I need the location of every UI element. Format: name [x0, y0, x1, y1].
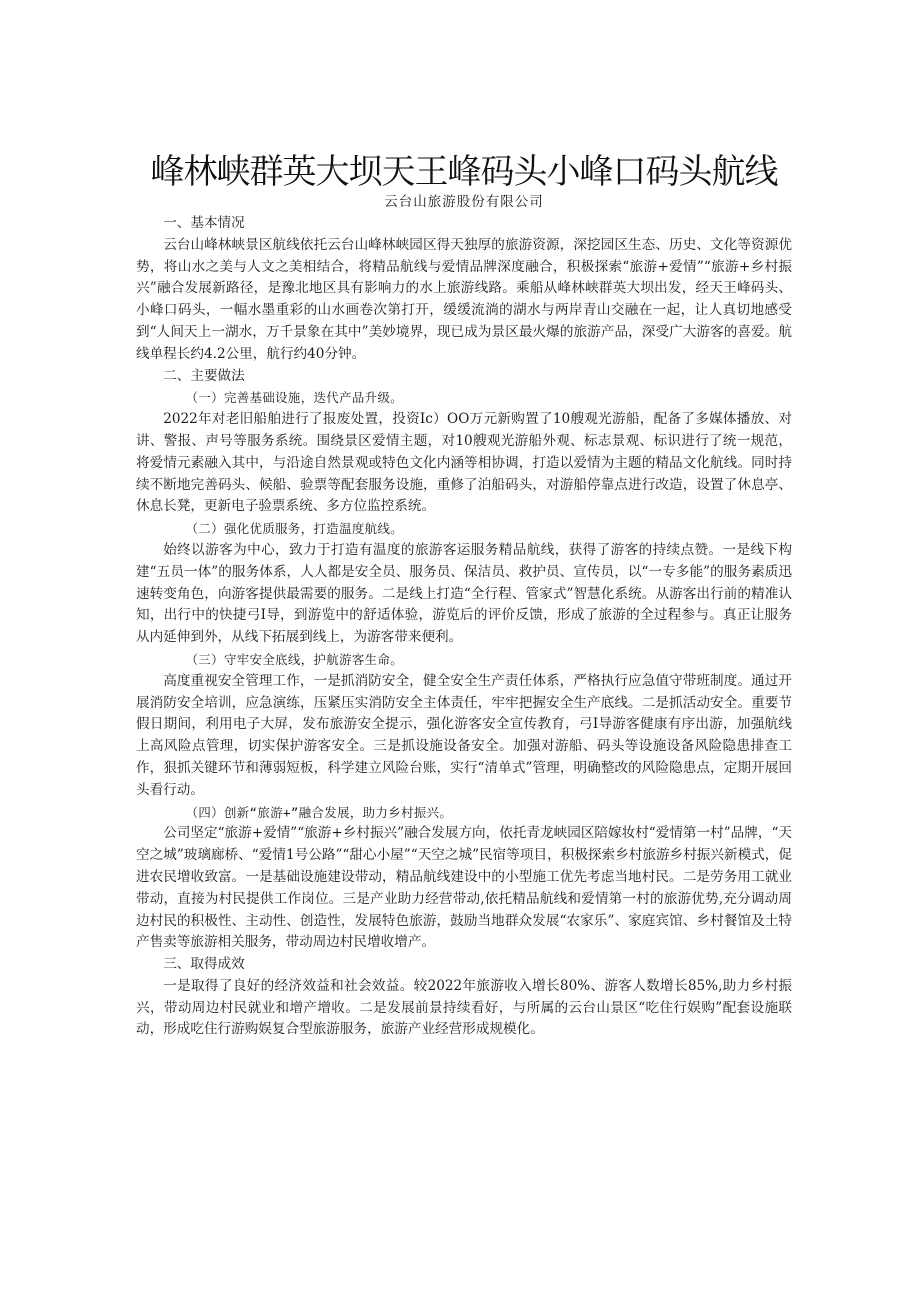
company-name: 云台山旅游股份有限公司	[384, 194, 544, 210]
paragraph-safety: 高度重视安全管理工作，一是抓消防安全，健全安全生产责任体系，严格执行应急值守带班制度。通过开展消防安全培训，应急演练，压紧压实消防安全主体责任，牢牢把握安全生产底线。二是抓活动安全。重要节假日期间，利用电子大屏，发布旅游安全提示，强化游客安全宣传教育，弓I导游客健康有序出游，加强航线上高风险点管理，切实保护游客安全。三是抓设施设备安全。加强对游船、码头等设施设备风险隐患排查工作，狠抓关键环节和薄弱短板，科学建立风险台账，实行“清单式”管理，明确整改的风险隐患点，定期开展回头看行动。	[136, 672, 792, 798]
section-heading-results: 三、取得成效	[163, 956, 245, 973]
paragraph-basic: 云台山峰林峡景区航线依托云台山峰林峡园区得天独厚的旅游资源，深挖园区生态、历史、文化等资源优势，将山水之美与人文之美相结合，将精品航线与爱情品牌深度融合，积极探索“旅游+爱情”“旅游+乡村振兴”融合发展新路径，是豫北地区具有影响力的水上旅游线路。乘船从峰林峡群英大坝出发，经天王峰码头、小峰口码头，一幅水墨重彩的山水画卷次第打开，缓缓流淌的湖水与两岸青山交融在一起，让人真切地感受到“人间天上一湖水，万千景象在其中”美妙境界，现已成为景区最火爆的旅游产品，深受广大游客的喜爱。航线单程长约4.2公里，航行约40分钟。	[136, 236, 792, 362]
paragraph-service: 始终以游客为中心，致力于打造有温度的旅游客运服务精品航线，获得了游客的持续点赞。一是线下构建“五员一体”的服务体系，人人都是安全员、服务员、保洁员、救护员、宣传员，以“一专多能”的服务素质迅速转变角色，向游客提供最需要的服务。二是线上打造“全行程、管家式”智慧化系统。从游客出行前的精准认知，出行中的快捷弓I导，到游览中的舒适体验，游览后的评价反馈，形成了旅游的全过程参与。真正让服务从内延伸到外，从线下拓展到线上，为游客带来便利。	[136, 541, 792, 646]
subheading-service: （二）强化优质服务，打造温度航线。	[185, 521, 404, 537]
section-heading-practices: 二、主要做法	[163, 367, 245, 384]
document-title: 峰林峡群英大坝天王峰码头小峰口码头航线	[150, 152, 778, 192]
paragraph-infrastructure: 2022年对老旧船舶进行了报废处置，投资Ic）OO万元新购置了10艘观光游船，配备了多媒体播放、对讲、警报、声号等服务系统。围绕景区爱情主题，对10艘观光游船外观、标志景观、标识进行了统一规范，将爱情元素融入其中，与沿途自然景观或特色文化内涵等相协调，打造以爱情为主题的精品文化航线。同时持续不断地完善码头、候船、验票等配套服务设施，重修了泊船码头，对游船停靠点进行改造，设置了休息亭、休息长凳，更新电子验票系统、多方位监控系统。	[136, 411, 792, 515]
paragraph-results: 一是取得了良好的经济效益和社会效益。较2022年旅游收入增长80%、游客人数增长85%,助力乡村振兴，带动周边村民就业和增产增收。二是发展前景持续看好，与所属的云台山景区“吃住行娱购”配套设施联动，形成吃住行游购娱复合型旅游服务，旅游产业经营形成规模化。	[136, 977, 792, 1038]
document-body	[136, 213, 792, 1041]
section-heading-basic: 一、基本情况	[163, 215, 245, 231]
paragraph-integration: 公司坚定“旅游+爱情”“旅游+乡村振兴”融合发展方向，依托青龙峡园区陪嫁妆村“爱情第一村”品牌，“天空之城”玻璃廊桥、“爱情1号公路”“甜心小屋”“天空之城”民宿等项目，积极探索乡村旅游乡村振兴新模式，促进农民增收致富。一是基础设施建设带动，精品航线建设中的小型施工优先考虑当地村民。二是劳务用工就业带动，直接为村民提供工作岗位。三是产业助力经营带动,依托精品航线和爱情第一村的旅游优势,充分调动周边村民的积极性、主动性、创造性，发展特色旅游，鼓励当地群众发展“农家乐”、家庭宾馆、乡村餐馆及土特产售卖等旅游相关服务，带动周边村民增收增产。	[136, 825, 792, 951]
subheading-integration: （四）创新“旅游+”融合发展，助力乡村振兴。	[185, 804, 453, 820]
subheading-infrastructure: （一）完善基础设施，迭代产品升级。	[185, 390, 404, 406]
subheading-safety: （三）守牢安全底线，护航游客生命。	[185, 651, 404, 667]
